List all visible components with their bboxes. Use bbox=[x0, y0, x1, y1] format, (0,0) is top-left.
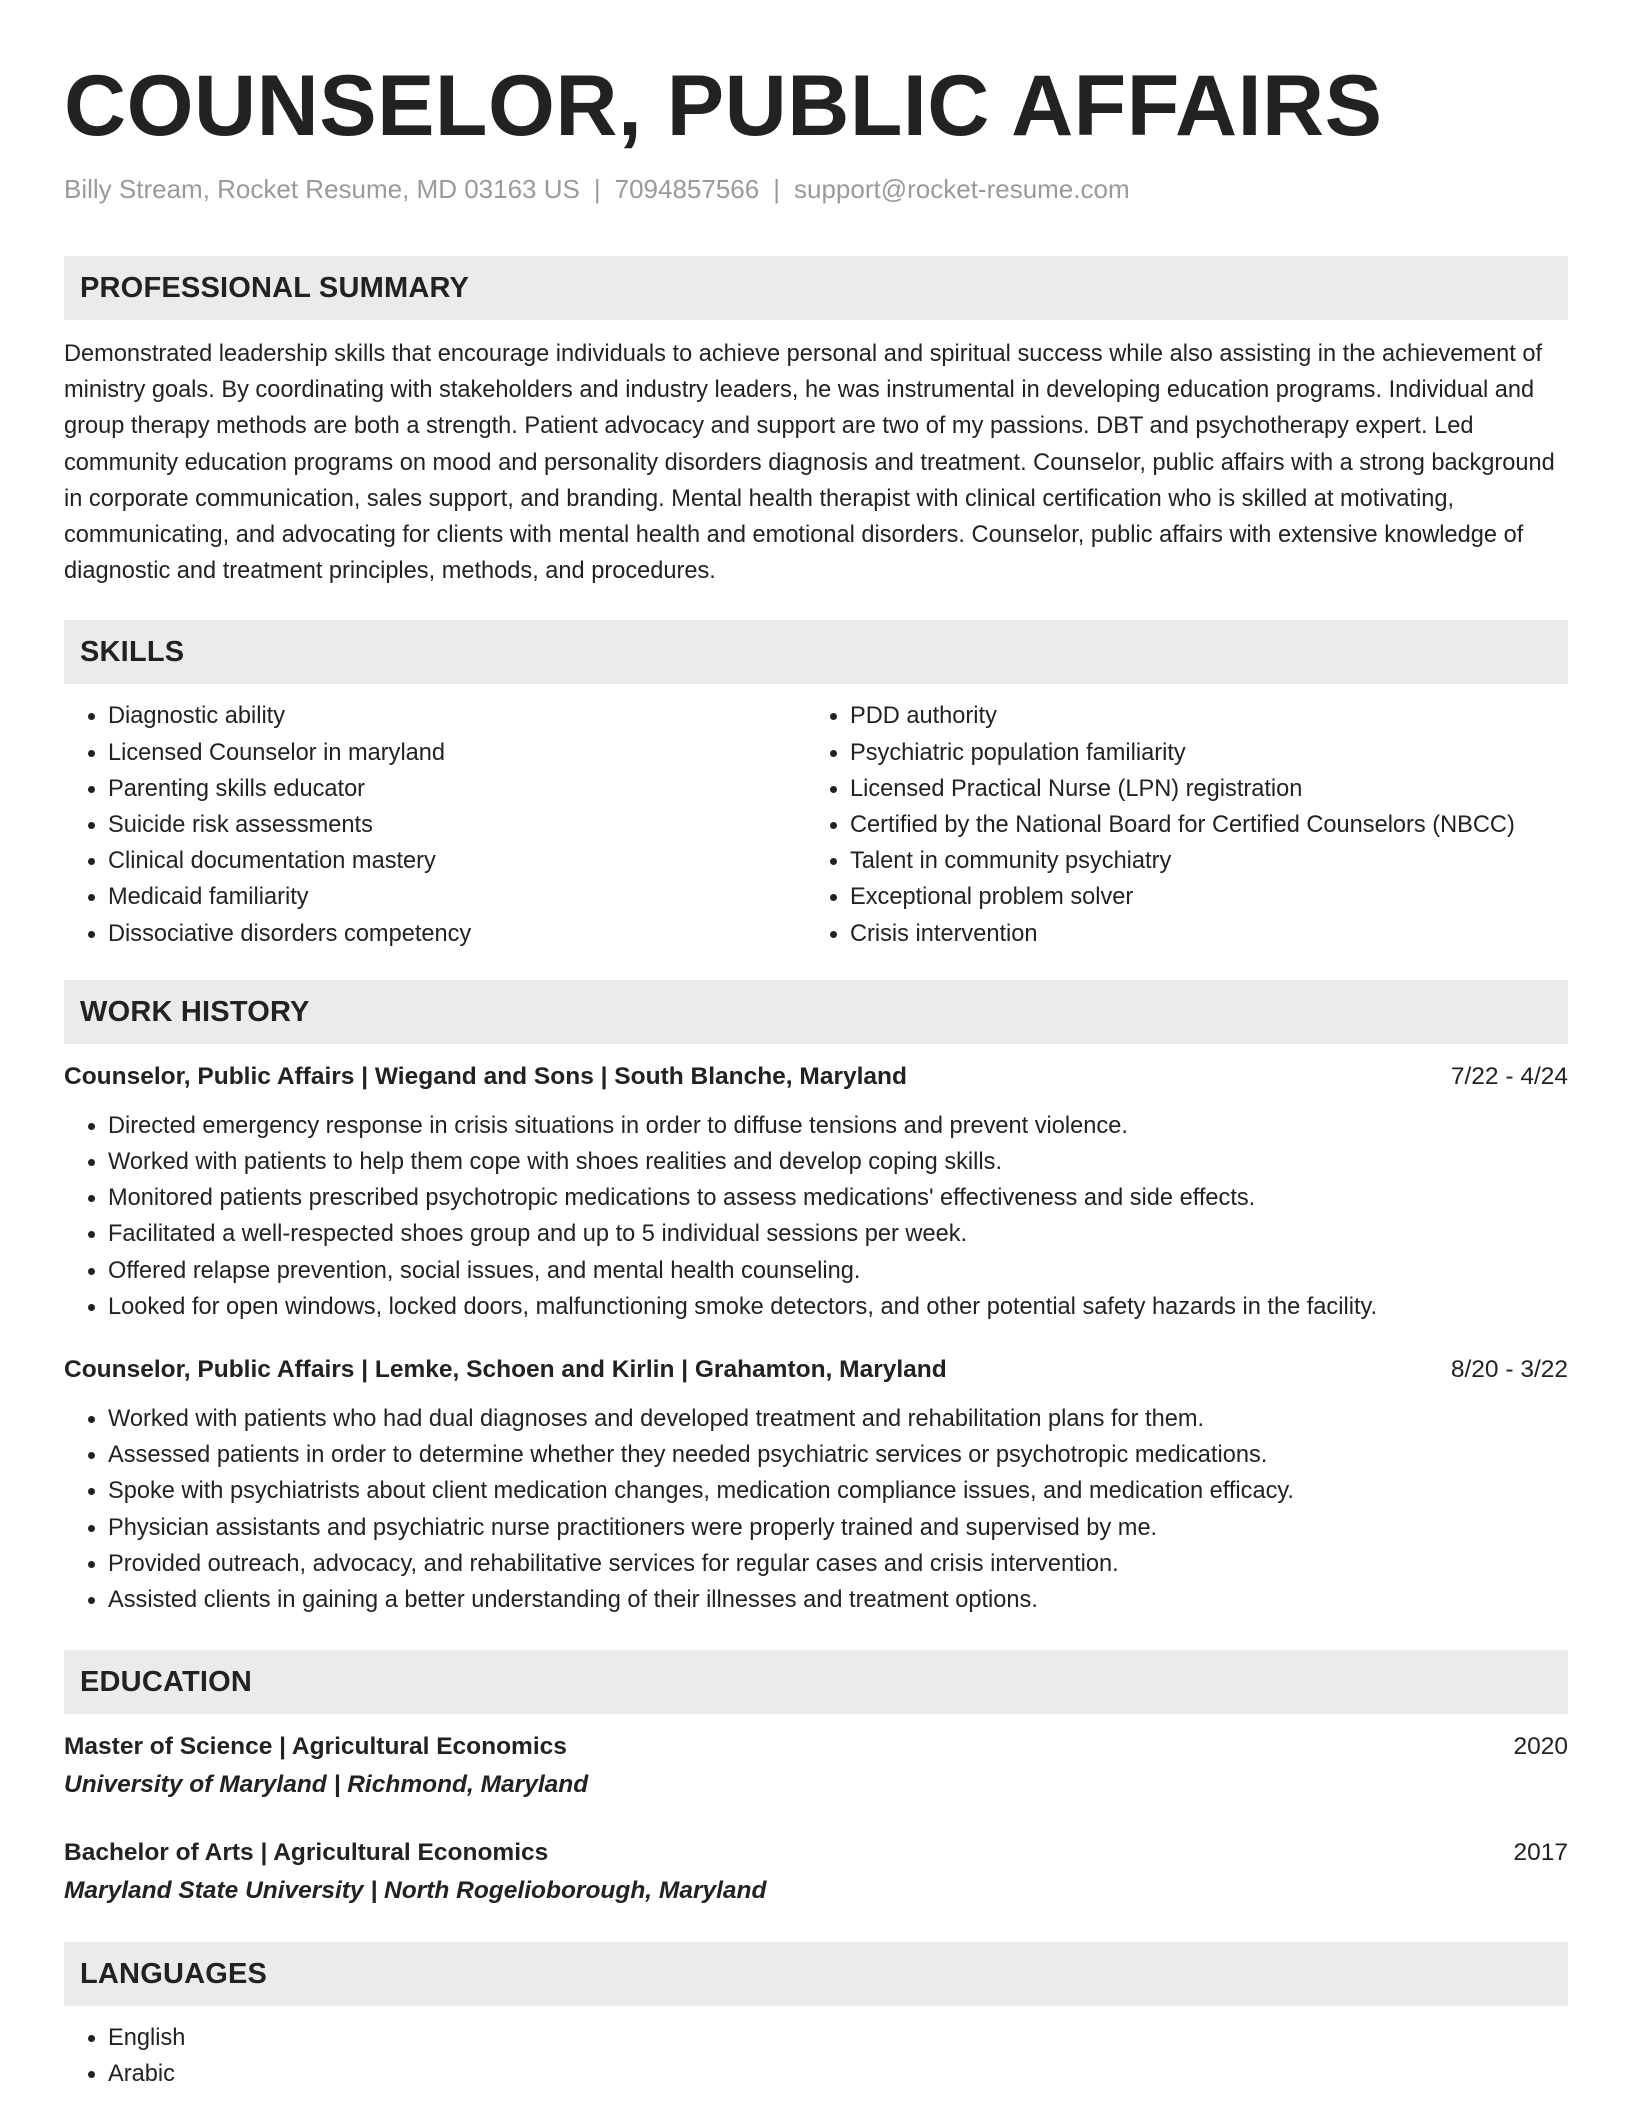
language-item: • Arabic bbox=[108, 2056, 1568, 2092]
resume-page bbox=[64, 0, 1568, 2093]
skill-item: • Psychiatric population familiarity bbox=[850, 735, 1548, 771]
skill-item: • Crisis intervention bbox=[850, 916, 1548, 952]
job-header bbox=[64, 1060, 1568, 1094]
language-item: • English bbox=[108, 2020, 1568, 2056]
contact-email: support@rocket-resume.com bbox=[794, 174, 1130, 204]
job-bullet: • Physician assistants and psychiatric nurse practitioners were properly trained and supervised by me. bbox=[108, 1510, 1568, 1546]
education-year: 2017 bbox=[1513, 1839, 1568, 1867]
education-school: University of Maryland | Richmond, Maryland bbox=[64, 1771, 589, 1799]
job-entry bbox=[64, 1353, 1568, 1618]
skill-item: • Suicide risk assessments bbox=[108, 807, 806, 843]
skill-item: • Clinical documentation mastery bbox=[108, 843, 806, 879]
skill-item: • Licensed Practical Nurse (LPN) registration bbox=[850, 771, 1548, 807]
resume-title: COUNSELOR, PUBLIC AFFAIRS bbox=[64, 58, 1383, 154]
job-dates: 7/22 - 4/24 bbox=[1450, 1062, 1568, 1090]
section-header-work-history: WORK HISTORY bbox=[64, 980, 1568, 1044]
education-school: Maryland State University | North Rogelioborough, Maryland bbox=[64, 1877, 767, 1905]
section-header-languages: LANGUAGES bbox=[64, 1942, 1568, 2006]
job-entry bbox=[64, 1060, 1568, 1325]
education-entry bbox=[64, 1730, 1568, 1802]
skill-item: • PDD authority bbox=[850, 698, 1548, 734]
skill-item: • Parenting skills educator bbox=[108, 771, 806, 807]
skill-item: • Dissociative disorders competency bbox=[108, 916, 806, 952]
job-bullet: • Provided outreach, advocacy, and rehabilitative services for regular cases and crisis intervention. bbox=[108, 1546, 1568, 1582]
skills-list bbox=[64, 698, 1568, 951]
skills-column-left bbox=[64, 698, 806, 951]
section-header-summary: PROFESSIONAL SUMMARY bbox=[64, 256, 1568, 320]
skill-item: • Medicaid familiarity bbox=[108, 879, 806, 915]
job-bullet: • Assessed patients in order to determine whether they needed psychiatric services or psychotropic medications. bbox=[108, 1437, 1568, 1473]
contact-line bbox=[64, 172, 1568, 206]
contact-phone: 7094857566 bbox=[614, 174, 760, 204]
job-bullet: • Directed emergency response in crisis situations in order to diffuse tensions and prevent violence. bbox=[108, 1108, 1568, 1144]
job-title: Counselor, Public Affairs | Lemke, Schoen and Kirlin | Grahamton, Maryland bbox=[64, 1356, 947, 1384]
contact-address: Billy Stream, Rocket Resume, MD 03163 US bbox=[64, 174, 580, 204]
job-bullet: • Assisted clients in gaining a better understanding of their illnesses and treatment options. bbox=[108, 1582, 1568, 1618]
job-bullet: • Looked for open windows, locked doors, malfunctioning smoke detectors, and other potential safety hazards in the facility. bbox=[108, 1289, 1568, 1325]
education-degree: Master of Science | Agricultural Economics bbox=[64, 1733, 567, 1761]
job-bullet: • Monitored patients prescribed psychotropic medications to assess medications' effectiveness and side effects. bbox=[108, 1180, 1568, 1216]
education-header bbox=[64, 1836, 1568, 1870]
skills-column-right bbox=[806, 698, 1548, 951]
languages-list bbox=[64, 2020, 1568, 2092]
job-title: Counselor, Public Affairs | Wiegand and Sons | South Blanche, Maryland bbox=[64, 1062, 907, 1090]
contact-separator: | bbox=[593, 174, 601, 204]
job-bullet: • Offered relapse prevention, social issues, and mental health counseling. bbox=[108, 1253, 1568, 1289]
job-bullet: • Worked with patients who had dual diagnoses and developed treatment and rehabilitation plans for them. bbox=[108, 1401, 1568, 1437]
job-bullet: • Worked with patients to help them cope with shoes realities and develop coping skills. bbox=[108, 1144, 1568, 1180]
education-header bbox=[64, 1730, 1568, 1764]
skill-item: • Diagnostic ability bbox=[108, 698, 806, 734]
skill-item: • Exceptional problem solver bbox=[850, 879, 1548, 915]
job-bullet: • Facilitated a well-respected shoes group and up to 5 individual sessions per week. bbox=[108, 1216, 1568, 1252]
job-bullet: • Spoke with psychiatrists about client medication changes, medication compliance issues, and medication efficacy. bbox=[108, 1473, 1568, 1509]
skill-item: • Talent in community psychiatry bbox=[850, 843, 1548, 879]
skill-item: • Licensed Counselor in maryland bbox=[108, 735, 806, 771]
section-header-skills: SKILLS bbox=[64, 620, 1568, 684]
education-year: 2020 bbox=[1513, 1733, 1568, 1761]
summary-text: Demonstrated leadership skills that encourage individuals to achieve personal and spiritual success while also assisting in the achievement of ministry goals. By coordinating with stakeholders and industry leaders, he was instrumental in developing education programs. Individual and group therapy methods are both a strength. Patient advocacy and support are two of my passions. DBT and psychotherapy expert. Led community education programs on mood and personality disorders diagnosis and treatment. Counselor, public affairs with a strong background in corporate communication, sales support, and branding. Mental health therapist with clinical certification who is skilled at motivating, communicating, and advocating for clients with mental health and emotional disorders. Counselor, public affairs with extensive knowledge of diagnostic and treatment principles, methods, and procedures. bbox=[64, 341, 1555, 585]
skill-item: • Certified by the National Board for Certified Counselors (NBCC) bbox=[850, 807, 1548, 843]
job-header bbox=[64, 1353, 1568, 1387]
job-dates: 8/20 - 3/22 bbox=[1450, 1356, 1568, 1384]
contact-separator: | bbox=[773, 174, 780, 204]
education-entry bbox=[64, 1836, 1568, 1908]
education-degree: Bachelor of Arts | Agricultural Economics bbox=[64, 1839, 549, 1867]
section-header-education: EDUCATION bbox=[64, 1650, 1568, 1714]
